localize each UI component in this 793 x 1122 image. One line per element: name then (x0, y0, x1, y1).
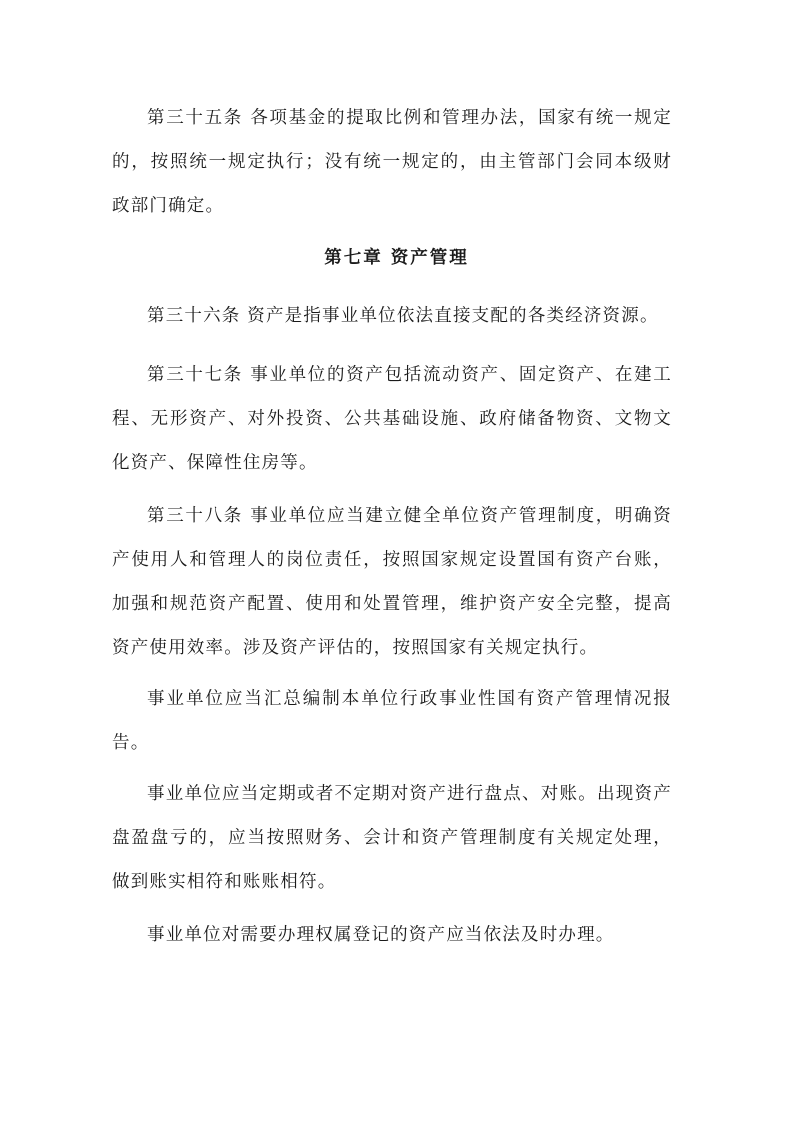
asset-report-paragraph: 事业单位应当汇总编制本单位行政事业性国有资产管理情况报告。 (112, 689, 672, 753)
article-38-paragraph: 第三十八条 事业单位应当建立健全单位资产管理制度，明确资产使用人和管理人的岗位责任，按照国家规定设置国有资产台账，加强和规范资产配置、使用和处置管理，维护资产安全完整，提高资产使用效率。涉及资产评估的，按照国家有关规定执行。 (112, 506, 672, 658)
chapter-heading: 第七章 资产管理 (324, 248, 469, 268)
article-37-paragraph: 第三十七条 事业单位的资产包括流动资产、固定资产、在建工程、无形资产、对外投资、公共基础设施、政府储备物资、文物文化资产、保障性住房等。 (112, 365, 672, 473)
asset-registration-paragraph: 事业单位对需要办理权属登记的资产应当依法及时办理。 (147, 925, 615, 945)
article-35-paragraph: 第三十五条 各项基金的提取比例和管理办法，国家有统一规定的，按照统一规定执行；没有统一规定的，由主管部门会同本级财政部门确定。 (112, 108, 672, 216)
asset-inventory-paragraph: 事业单位应当定期或者不定期对资产进行盘点、对账。出现资产盘盈盘亏的，应当按照财务、会计和资产管理制度有关规定处理，做到账实相符和账账相符。 (112, 784, 672, 892)
article-36-paragraph: 第三十六条 资产是指事业单位依法直接支配的各类经济资源。 (147, 306, 659, 326)
